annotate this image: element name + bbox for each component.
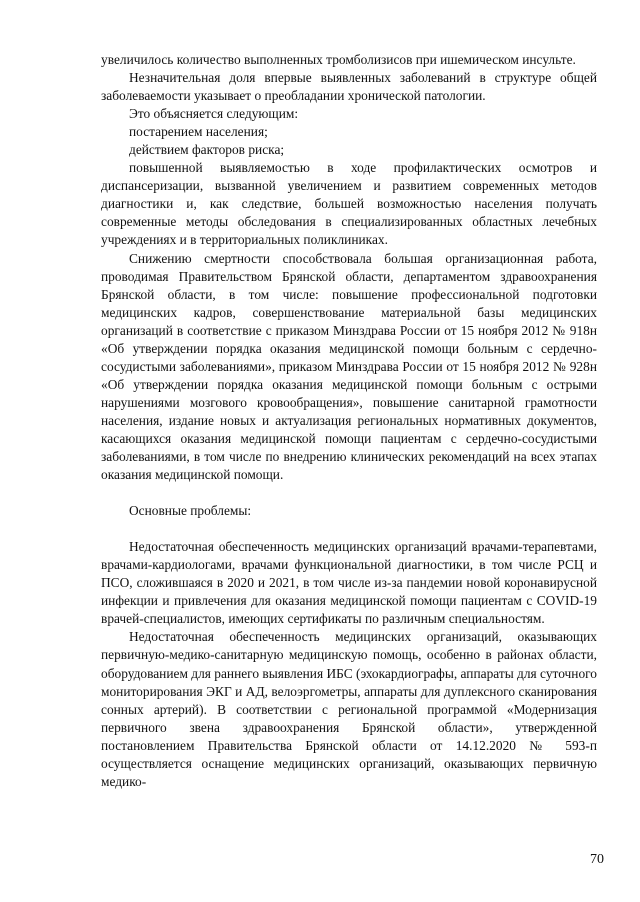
body-text [101,51,597,791]
spacer [101,484,597,502]
paragraph: Недостаточная обеспеченность медицинских организаций врачами-терапевтами, врачами-кардиологами, врачами функциональной диагностики, в том числе РСЦ и ПСО, сложившаяся в 2020 и 2021, в том числе из-за пандемии новой коронавирусной инфекции и привлечения для оказания медицинской помощи пациентам с COVID-19 врачей-специалистов, имеющих сертификаты по различным специальностям. [101,539,597,627]
list-item: действием факторов риска; [129,142,285,158]
spacer [101,520,597,538]
section-heading: Основные проблемы: [129,503,252,519]
paragraph: увеличилось количество выполненных тромболизисов при ишемическом инсульте. [101,52,576,67]
list-item: постарением населения; [129,124,268,140]
paragraph: Недостаточная обеспеченность медицинских организаций, оказывающих первичную-медико-санитарную медицинскую помощь, особенно в районах области, оборудованием для раннего выявления ИБС (эхокардиографы, аппараты для суточного мониторирования ЭКГ и АД, велоэргометры, аппараты для дуплексного сканирования сонных артерий). В соответствии с региональной программой «Модернизация первичного звена здравоохранения Брянской области», утвержденной постановлением Правительства Брянской области от 14.12.2020 № 593-п осуществляется оснащение медицинских организаций, оказывающих первичную медико- [101,629,597,789]
page-number: 70 [590,852,604,867]
paragraph: Снижению смертности способствовала большая организационная работа, проводимая Правительством Брянской области, департаментом здравоохранения Брянской области, в том числе: повышение профессиональной подготовки медицинских кадров, совершенствование материальной базы медицинских организаций в соответствие с приказом Минздрава России от 15 ноября 2012 № 918н «Об утверждении порядка оказания медицинской помощи больным с сердечно-сосудистыми заболеваниями», приказом Минздрава России от 15 ноября 2012 № 928н «Об утверждении порядка оказания медицинской помощи больным с острыми нарушениями мозгового кровообращения», повышение санитарной грамотности населения, издание новых и актуализация региональных нормативных документов, касающихся оказания медицинской помощи пациентам с сердечно-сосудистыми заболеваниями, в том числе по внедрению клинических рекомендаций на всех этапах оказания медицинской помощи. [101,250,597,483]
paragraph: Незначительная доля впервые выявленных заболеваний в структуре общей заболеваемости указывает о преобладании хронической патологии. [101,70,597,104]
list-item: повышенной выявляемостью в ходе профилактических осмотров и диспансеризации, вызванной увеличением и развитием современных методов диагностики и, как следствие, большей возможностью населения получать современные методы обследования в специализированных областных лечебных учреждениях и в территориальных поликлиниках. [101,160,597,248]
paragraph: Это объясняется следующим: [129,106,299,122]
